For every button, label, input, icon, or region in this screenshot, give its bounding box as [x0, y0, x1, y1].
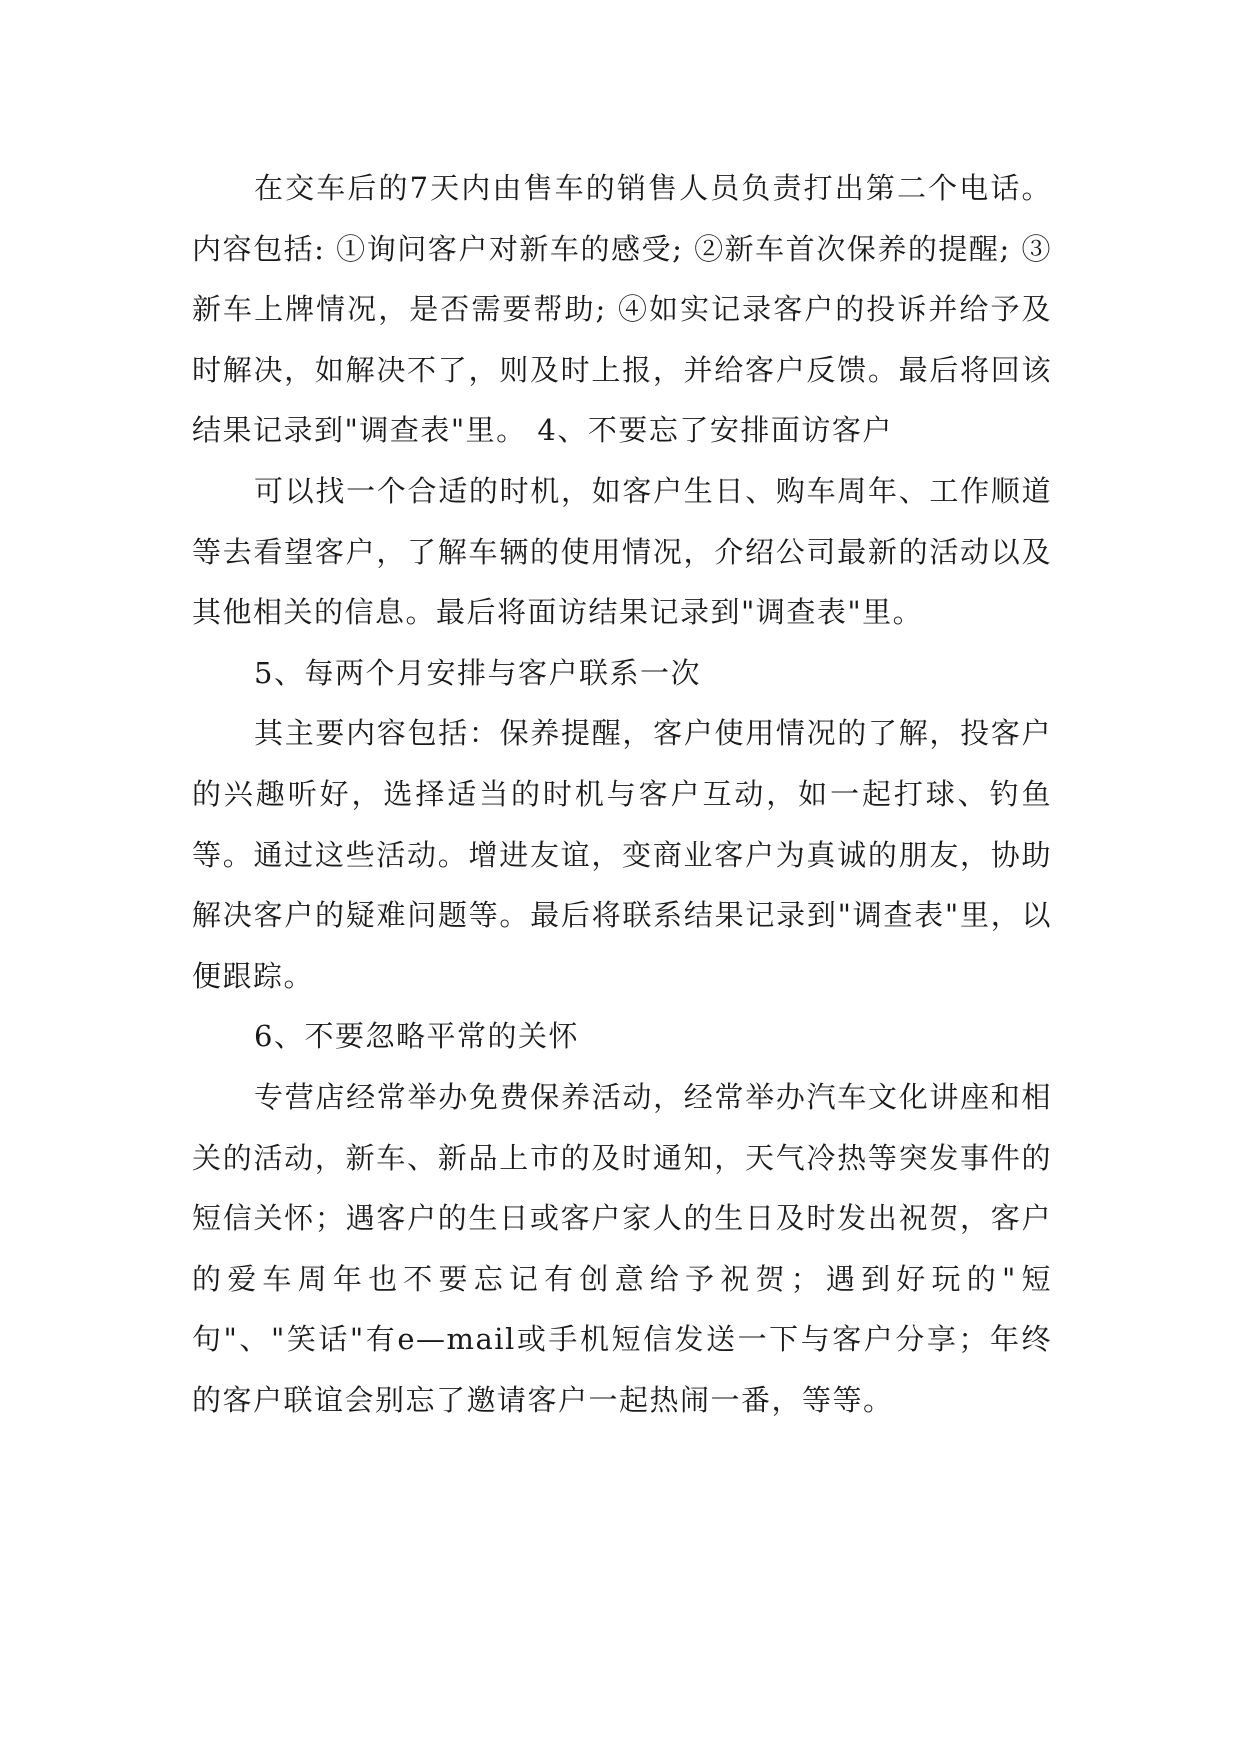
heading-contact-every-two-months: 5、每两个月安排与客户联系一次	[254, 655, 701, 690]
paragraph-visit-customer: 可以找一个合适的时机，如客户生日、购车周年、工作顺道等去看望客户，了解车辆的使用情况，介绍公司最新的活动以及其他相关的信息。最后将面访结果记录到"调查表"里。	[192, 473, 1052, 630]
document-body	[192, 158, 1052, 1430]
paragraph-daily-care: 专营店经常举办免费保养活动，经常举办汽车文化讲座和相关的活动，新车、新品上市的及时通知，天气冷热等突发事件的短信关怀；遇客户的生日或客户家人的生日及时发出祝贺，客户的爱车周年也不要忘记有创意给予祝贺；遇到好玩的"短句"、"笑话"有e—mail或手机短信发送一下与客户分享；年终的客户联谊会别忘了邀请客户一起热闹一番，等等。	[192, 1079, 1052, 1417]
paragraph-contact-content: 其主要内容包括：保养提醒，客户使用情况的了解，投客户的兴趣听好，选择适当的时机与客户互动，如一起打球、钓鱼等。通过这些活动。增进友谊，变商业客户为真诚的朋友，协助解决客户的疑难问题等。最后将联系结果记录到"调查表"里，以便跟踪。	[192, 716, 1052, 993]
heading-daily-care: 6、不要忽略平常的关怀	[254, 1019, 579, 1054]
paragraph-second-call: 在交车后的7天内由售车的销售人员负责打出第二个电话。内容包括: ①询问客户对新车的感受; ②新车首次保养的提醒; ③新车上牌情况，是否需要帮助; ④如实记录客户的投诉并给予及时解决，如解决不了，则及时上报，并给客户反馈。最后将回该结果记录到"调查表"里。 4、不要忘了安排面访客户	[192, 171, 1052, 448]
